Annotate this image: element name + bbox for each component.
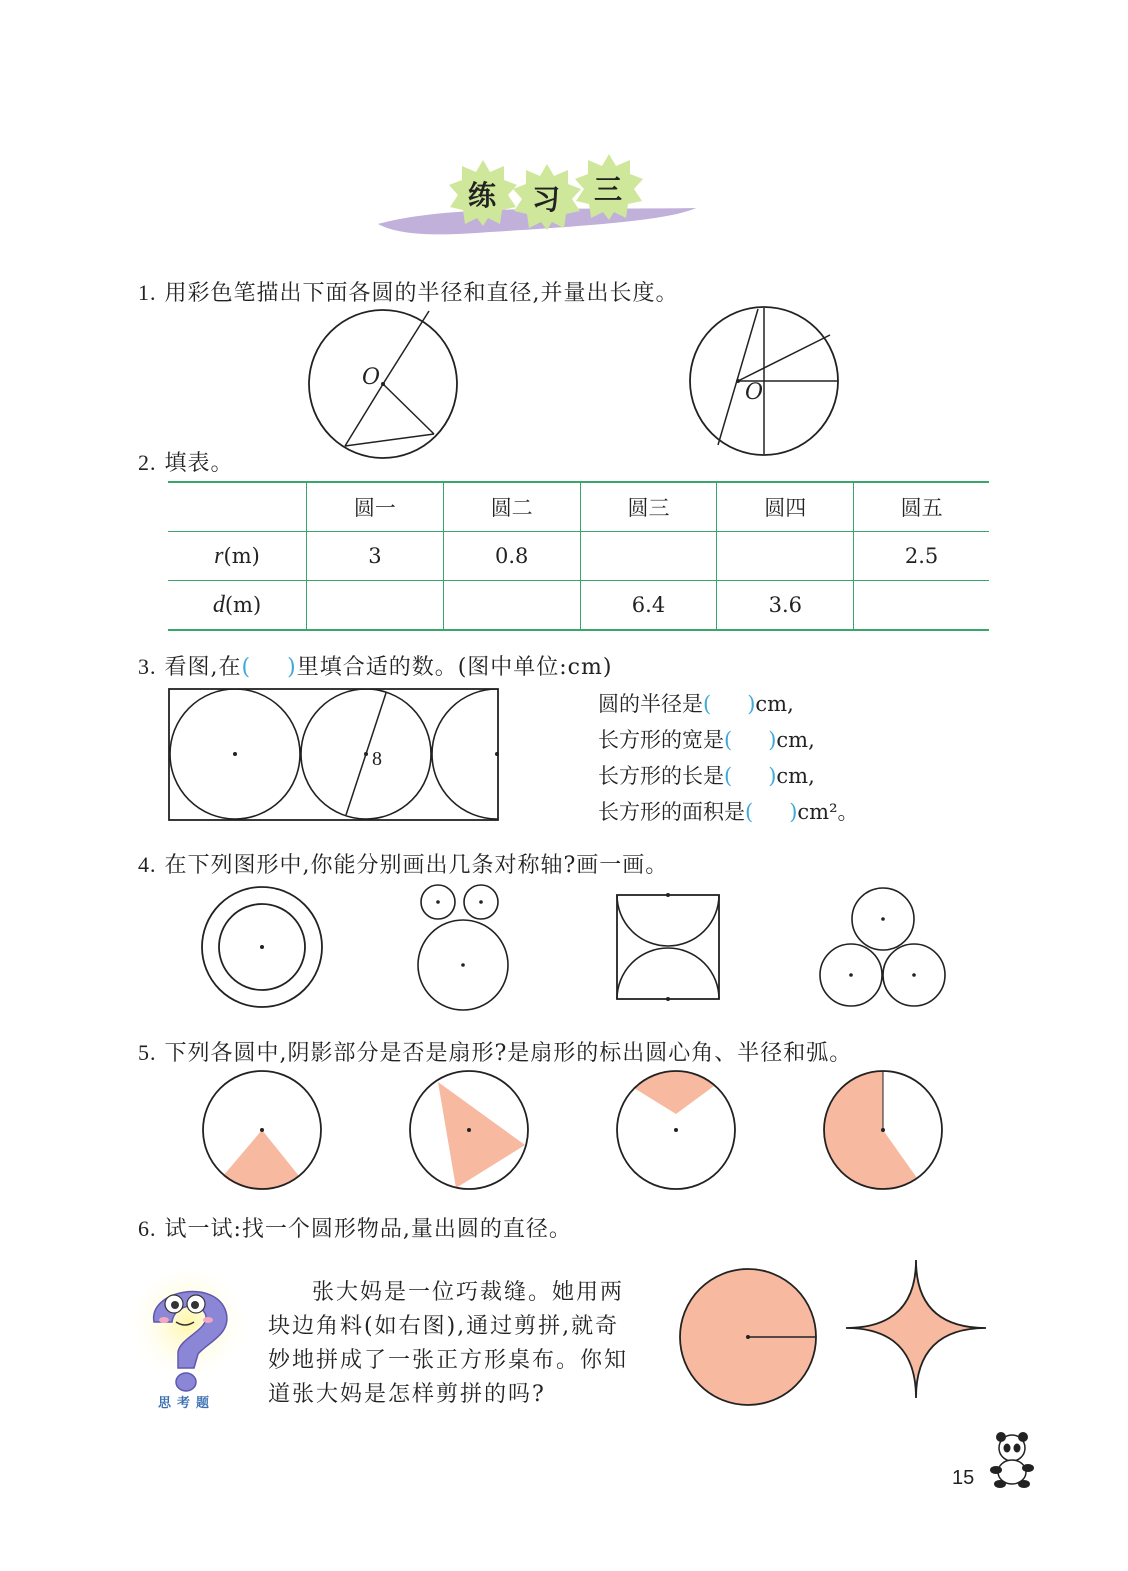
table-cell[interactable]: 3	[307, 532, 444, 581]
q5-circle-sector-bottom	[200, 1070, 324, 1194]
table-cell[interactable]: 3.6	[717, 581, 854, 631]
table-cell[interactable]: 2.5	[854, 532, 989, 581]
q5-circle-large-sector	[822, 1070, 946, 1194]
thinking-mascot-icon	[128, 1272, 248, 1398]
thinking-paragraph	[268, 1276, 658, 1412]
fill-line-length: 长方形的长是( )cm,	[598, 764, 815, 788]
q1-circle-b	[688, 305, 848, 465]
table-cell[interactable]: 6.4	[580, 581, 717, 631]
center-label: O	[362, 365, 381, 390]
question-4: 4. 在下列图形中,你能分别画出几条对称轴?画一画。	[138, 852, 669, 878]
table-header: 圆四	[717, 482, 854, 532]
paragraph-line: 块边角料(如右图),通过剪拼,就奇	[268, 1314, 620, 1339]
thinking-label: 思考题	[158, 1395, 216, 1410]
table-cell[interactable]	[307, 581, 444, 631]
table-cell[interactable]: 0.8	[443, 532, 580, 581]
table-cell[interactable]	[580, 532, 717, 581]
table-cell[interactable]	[717, 532, 854, 581]
q4-square-semicircles	[615, 893, 721, 1001]
title-char: 三	[594, 173, 623, 206]
fill-line-area: 长方形的面积是( )cm²。	[598, 800, 859, 824]
question-2: 2. 填表。	[138, 450, 234, 476]
thinking-circle-scrap	[676, 1265, 822, 1411]
table-header: 圆二	[443, 482, 580, 532]
fill-line-width: 长方形的宽是( )cm,	[598, 728, 815, 752]
paragraph-line: 道张大妈是怎样剪拼的吗?	[268, 1382, 546, 1407]
title-char: 练	[468, 179, 497, 212]
row-label: d(m)	[168, 581, 307, 631]
question-1: 1. 用彩色笔描出下面各圆的半径和直径,并量出长度。	[138, 280, 679, 306]
q4-ring	[200, 885, 326, 1011]
radius-diameter-table	[168, 481, 989, 631]
table-row-diameter	[168, 581, 989, 631]
question-6: 6. 试一试:找一个圆形物品,量出圆的直径。	[138, 1216, 572, 1242]
fill-line-radius: 圆的半径是( )cm,	[598, 692, 794, 716]
table-cell[interactable]	[854, 581, 989, 631]
thinking-star-scrap	[844, 1258, 988, 1402]
paragraph-line: 妙地拼成了一张正方形桌布。你知	[268, 1348, 629, 1373]
table-cell	[168, 482, 307, 532]
q4-three-circles-triangle	[818, 885, 948, 1009]
center-label: O	[745, 380, 764, 405]
table-header: 圆五	[854, 482, 989, 532]
panda-icon	[986, 1430, 1038, 1490]
q5-circle-triangle	[408, 1070, 532, 1194]
paragraph-line: 张大妈是一位巧裁缝。她用两	[312, 1280, 625, 1305]
q1-circle-a	[305, 305, 465, 465]
table-header-row	[168, 482, 989, 532]
q3-rectangle-circles	[168, 688, 500, 822]
table-header: 圆三	[580, 482, 717, 532]
q5-circle-top-cut	[614, 1070, 738, 1194]
title-star-1	[448, 158, 518, 232]
title-star-3	[574, 152, 644, 226]
page-number: 15	[952, 1467, 975, 1489]
row-label: r(m)	[168, 532, 307, 581]
diameter-label: 8	[372, 748, 382, 770]
table-cell[interactable]	[443, 581, 580, 631]
table-header: 圆一	[307, 482, 444, 532]
title-star-2	[512, 162, 582, 236]
title-char: 习	[532, 183, 561, 216]
q4-three-circles-stacked	[414, 882, 514, 1012]
table-row-radius	[168, 532, 989, 581]
question-3: 3. 看图,在( )里填合适的数。(图中单位:cm)	[138, 654, 613, 680]
question-5: 5. 下列各圆中,阴影部分是否是扇形?是扇形的标出圆心角、半径和弧。	[138, 1040, 853, 1066]
